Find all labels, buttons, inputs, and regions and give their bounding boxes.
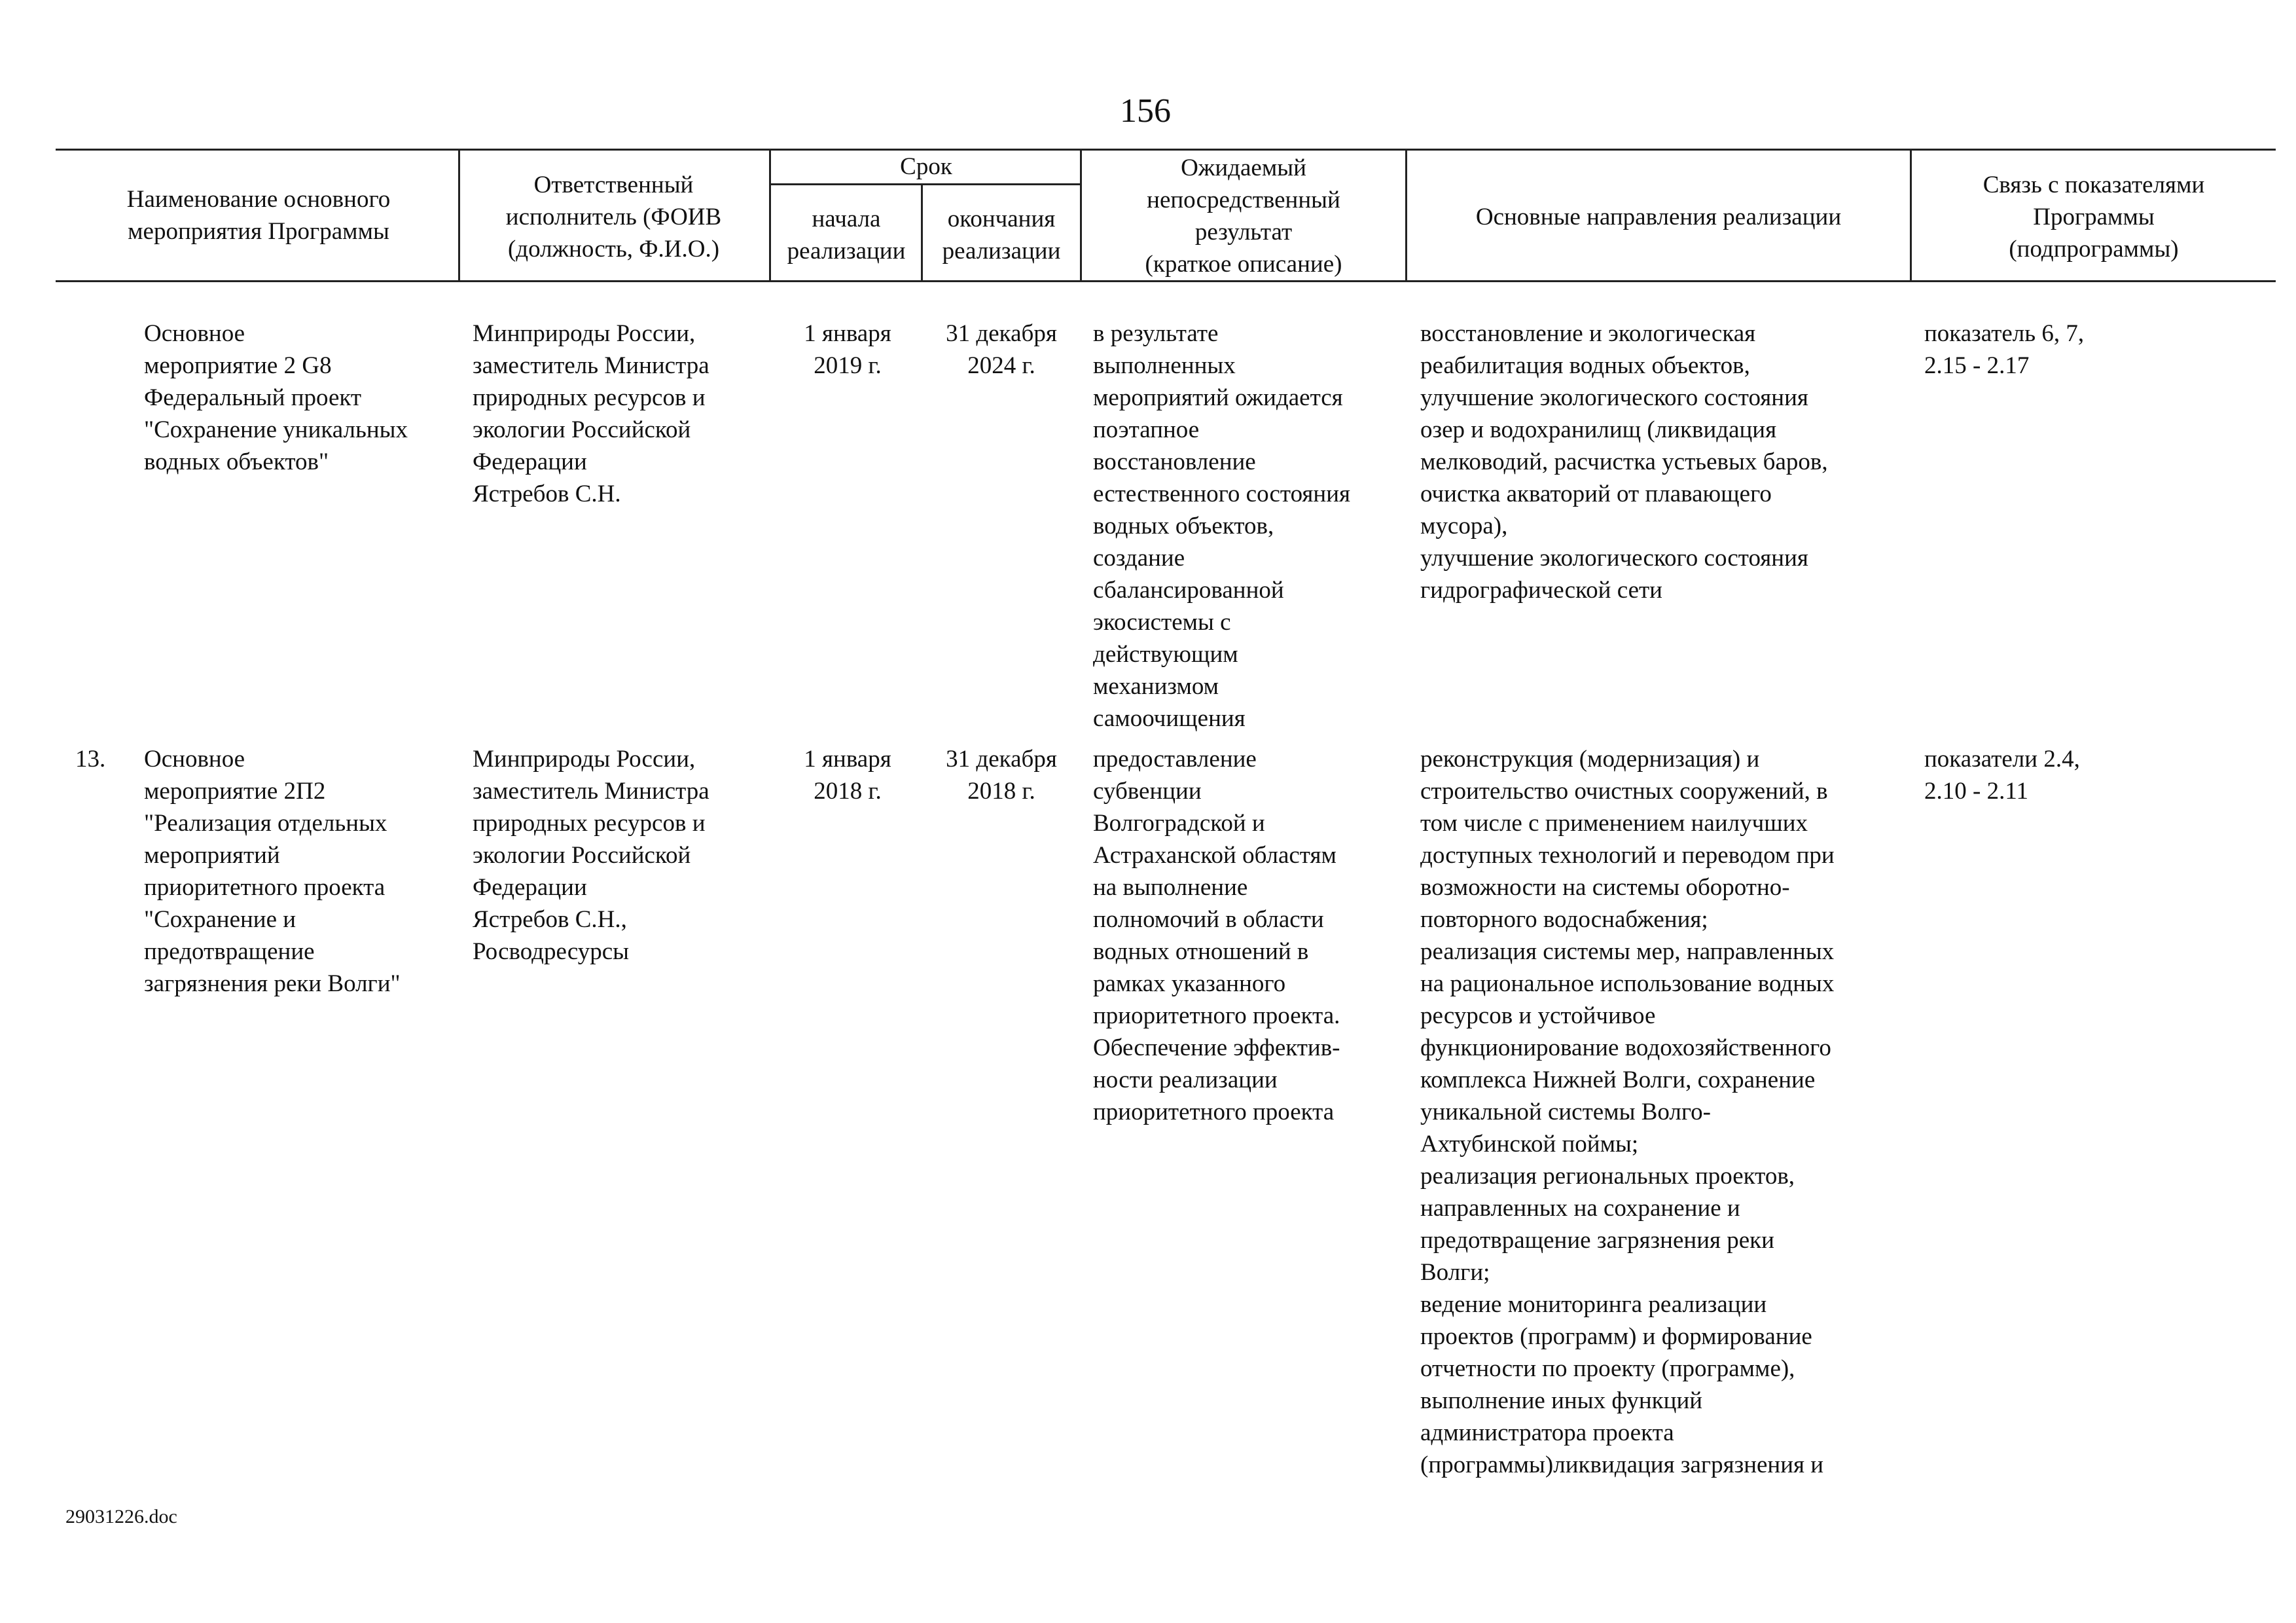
header-directions: Основные направления реализации <box>1475 204 1842 230</box>
header-link: Связь с показателями Программы (подпрограммы) <box>1982 172 2205 263</box>
row-link: показатели 2.4, 2.10 - 2.11 <box>1924 746 2080 805</box>
row-directions: восстановление и экологическая реабилитация водных объектов, улучшение экологического состояния озер и водохранилищ (ликвидация мелководий, расчистка устьевых баров, очистка акваторий от плавающего мусора), улучшение экологического состояния гидрографической сети <box>1420 320 1828 604</box>
header-end: окончания реализации <box>942 206 1061 264</box>
row-result: предоставление субвенции Волгоградской и Астраханской областям на выполнение полномочий в области водных отношений в рамках указанного приоритетного проекта. Обеспечение эффектив- ности реализации приоритетного проекта <box>1093 746 1340 1125</box>
header-result: Ожидаемый непосредственный результат (краткое описание) <box>1145 155 1342 278</box>
header-start: начала реализации <box>787 206 906 264</box>
header-name: Наименование основного мероприятия Программы <box>126 186 391 245</box>
row-start-date: 1 января 2018 г. <box>804 746 891 805</box>
header-term: Срок <box>900 153 952 180</box>
row-number: 13. <box>75 746 106 773</box>
table-top-rule <box>56 149 2276 151</box>
row-link: показатель 6, 7, 2.15 - 2.17 <box>1924 320 2085 379</box>
row-start-date: 1 января 2019 г. <box>804 320 891 379</box>
page-number: 156 <box>1120 92 1171 130</box>
row-executor: Минприроды России, заместитель Министра природных ресурсов и экологии Российской Федерации Ястребов С.Н. <box>473 320 709 507</box>
column-divider <box>458 149 460 282</box>
row-end-date: 31 декабря 2018 г. <box>946 746 1057 805</box>
row-end-date: 31 декабря 2024 г. <box>946 320 1057 379</box>
row-directions: реконструкция (модернизация) и строительство очистных сооружений, в том числе с применением наилучших доступных технологий и переводом при возможности на системы оборотно- повторного водоснабжения; реализация системы мер, направленных на рациональное использование водных ресурсов и устойчивое функционирование водохозяйственного комплекса Нижней Волги, сохранение уникальной системы Волго- Ахтубинской поймы; реализация региональных проектов, направленных на сохранение и предотвращение загрязнения реки Волги; ведение мониторинга реализации проектов (программ) и формирование отчетности по проекту (программе), выполнение иных функций администратора проекта (программы)ликвидация загрязнения и <box>1420 746 1835 1478</box>
document-filename: 29031226.doc <box>65 1506 177 1527</box>
header-executor: Ответственный исполнитель (ФОИВ (должность, Ф.И.О.) <box>505 172 722 263</box>
row-name: Основное мероприятие 2П2 "Реализация отдельных мероприятий приоритетного проекта "Сохранение и предотвращение загрязнения реки Волги" <box>144 746 401 997</box>
row-result: в результате выполненных мероприятий ожидается поэтапное восстановление естественного состояния водных объектов, создание сбалансированной экосистемы с действующим механизмом самоочищения <box>1093 320 1351 732</box>
term-subheader-rule <box>771 183 1081 185</box>
row-executor: Минприроды России, заместитель Министра природных ресурсов и экологии Российской Федерации Ястребов С.Н., Росводресурсы <box>473 746 709 965</box>
row-name: Основное мероприятие 2 G8 Федеральный проект "Сохранение уникальных водных объектов" <box>144 320 408 475</box>
table-header-bottom-rule <box>56 280 2276 282</box>
